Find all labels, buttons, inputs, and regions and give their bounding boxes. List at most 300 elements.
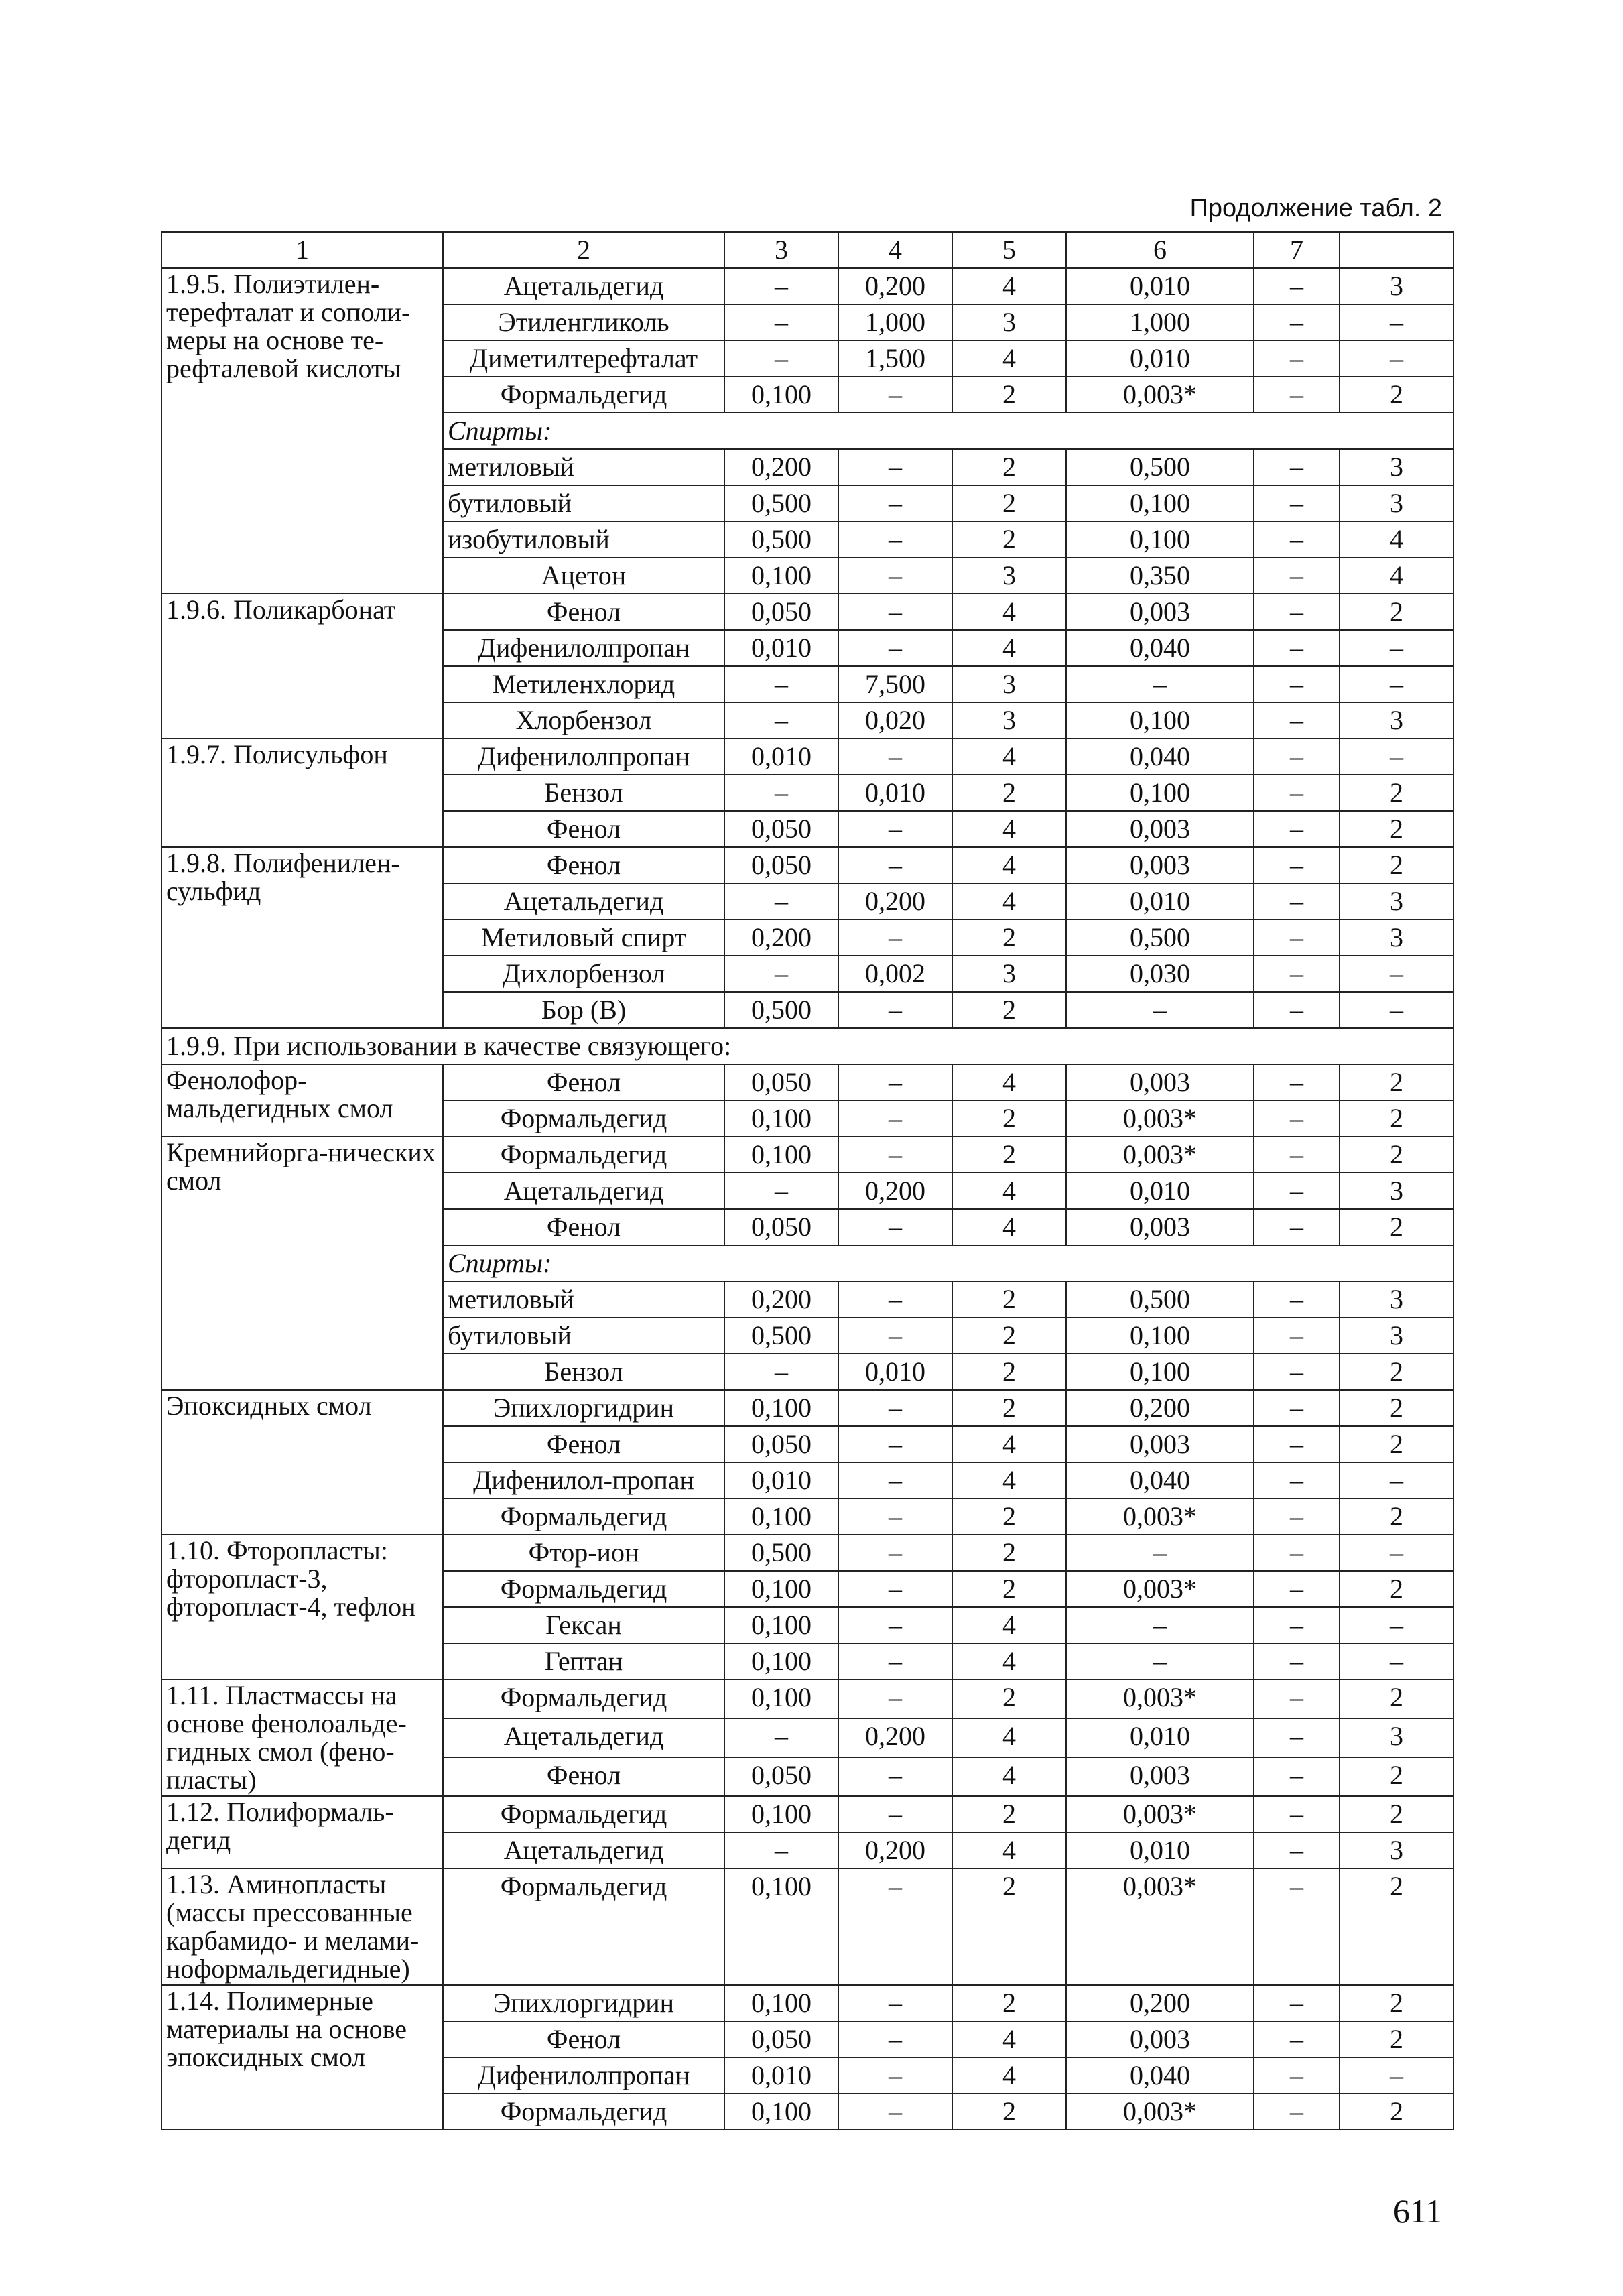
value-cell: – [838, 1796, 952, 1832]
value-cell: – [838, 1535, 952, 1571]
value-cell: – [1254, 1757, 1340, 1796]
value-cell: 0,040 [1066, 739, 1254, 775]
value-cell: – [1340, 304, 1453, 340]
value-cell: – [1254, 1796, 1340, 1832]
substance-cell: Фтор-ион [443, 1535, 724, 1571]
value-cell: 0,100 [724, 1985, 838, 2021]
value-cell: 0,040 [1066, 2057, 1254, 2094]
value-cell: 0,200 [724, 919, 838, 956]
value-cell: – [838, 811, 952, 847]
value-cell: 4 [952, 1173, 1066, 1209]
value-cell: – [1066, 1607, 1254, 1643]
value-cell: – [724, 883, 838, 919]
value-cell: 4 [952, 1757, 1066, 1796]
value-cell: 3 [1340, 1281, 1453, 1318]
value-cell: – [1066, 666, 1254, 702]
substance-cell: Бор (В) [443, 992, 724, 1028]
value-cell: – [1254, 1535, 1340, 1571]
value-cell: – [1254, 1137, 1340, 1173]
material-cell: Эпоксидных смол [161, 1390, 443, 1535]
value-cell: – [1254, 449, 1340, 485]
value-cell: 0,200 [838, 883, 952, 919]
material-cell: Фенолофор-мальдегидных смол [161, 1064, 443, 1137]
value-cell: – [838, 1607, 952, 1643]
value-cell: – [838, 1281, 952, 1318]
value-cell: 0,003 [1066, 811, 1254, 847]
value-cell: – [1254, 883, 1340, 919]
value-cell: 4 [952, 847, 1066, 883]
value-cell: 0,003* [1066, 1100, 1254, 1137]
value-cell: – [1254, 304, 1340, 340]
value-cell: – [1254, 1679, 1340, 1718]
table-row [161, 1390, 1453, 1426]
value-cell: 2 [1340, 377, 1453, 413]
value-cell: – [838, 1985, 952, 2021]
value-cell: 0,030 [1066, 956, 1254, 992]
value-cell: – [1254, 775, 1340, 811]
value-cell: 0,500 [1066, 449, 1254, 485]
substance-cell: изобутиловый [443, 521, 724, 558]
value-cell: – [838, 1209, 952, 1245]
table-row [161, 268, 1453, 304]
substance-cell: Фенол [443, 1426, 724, 1462]
value-cell: 0,003* [1066, 1679, 1254, 1718]
value-cell: – [1254, 485, 1340, 521]
value-cell: 1,500 [838, 340, 952, 377]
value-cell: – [838, 594, 952, 630]
page-number: 611 [1392, 2192, 1442, 2230]
value-cell: 0,003* [1066, 1868, 1254, 1985]
substance-cell: Хлорбензол [443, 702, 724, 739]
value-cell: – [1340, 1462, 1453, 1498]
value-cell: – [724, 1832, 838, 1868]
value-cell: 3 [1340, 883, 1453, 919]
value-cell: – [1254, 340, 1340, 377]
value-cell: 0,100 [1066, 521, 1254, 558]
value-cell: – [1254, 521, 1340, 558]
value-cell: 0,200 [838, 1718, 952, 1757]
value-cell: 4 [952, 1718, 1066, 1757]
value-cell: 2 [952, 1679, 1066, 1718]
value-cell: – [838, 2094, 952, 2130]
value-cell: 4 [952, 1426, 1066, 1462]
substance-cell: Фенол [443, 2021, 724, 2057]
value-cell: 0,050 [724, 1426, 838, 1462]
value-cell: – [724, 340, 838, 377]
substance-cell: метиловый [443, 449, 724, 485]
value-cell: – [1254, 811, 1340, 847]
value-cell: – [1254, 1643, 1340, 1679]
value-cell: 4 [952, 1607, 1066, 1643]
value-cell: 0,003 [1066, 1757, 1254, 1796]
value-cell: – [838, 919, 952, 956]
value-cell: – [838, 1462, 952, 1498]
value-cell: 0,010 [838, 775, 952, 811]
material-cell: 1.9.7. Полисульфон [161, 739, 443, 847]
value-cell: 0,010 [724, 739, 838, 775]
value-cell: – [1254, 268, 1340, 304]
substance-cell: Фенол [443, 1209, 724, 1245]
value-cell: 2 [952, 521, 1066, 558]
value-cell: – [1340, 1535, 1453, 1571]
substance-cell: Дифенилол-пропан [443, 1462, 724, 1498]
value-cell: 4 [952, 1643, 1066, 1679]
value-cell: 0,100 [724, 2094, 838, 2130]
substance-cell: Метиленхлорид [443, 666, 724, 702]
value-cell: 0,500 [724, 521, 838, 558]
value-cell: 2 [952, 1354, 1066, 1390]
value-cell: – [838, 2057, 952, 2094]
value-cell: 0,100 [724, 1100, 838, 1137]
value-cell: 4 [952, 2021, 1066, 2057]
value-cell: – [724, 666, 838, 702]
section-label: 1.9.9. При использовании в качестве связующего: [161, 1028, 1453, 1064]
value-cell: 4 [952, 1064, 1066, 1100]
value-cell: 3 [1340, 1318, 1453, 1354]
value-cell: 3 [1340, 919, 1453, 956]
value-cell: – [1340, 666, 1453, 702]
value-cell: 2 [952, 1100, 1066, 1137]
value-cell: 3 [1340, 449, 1453, 485]
value-cell: – [1254, 1571, 1340, 1607]
value-cell: – [1254, 956, 1340, 992]
table-caption: Продолжение табл. 2 [1189, 194, 1442, 222]
value-cell: 0,020 [838, 702, 952, 739]
value-cell: – [838, 1498, 952, 1535]
value-cell: 0,100 [724, 1390, 838, 1426]
substance-cell: Этиленгликоль [443, 304, 724, 340]
table-row [161, 1064, 1453, 1100]
value-cell: 0,100 [724, 1571, 838, 1607]
value-cell: 0,100 [1066, 702, 1254, 739]
substance-cell: Фенол [443, 1064, 724, 1100]
value-cell: 0,010 [1066, 268, 1254, 304]
value-cell: 0,003 [1066, 2021, 1254, 2057]
value-cell: 2 [1340, 1137, 1453, 1173]
value-cell: – [1254, 1498, 1340, 1535]
substance-cell: Ацетальдегид [443, 1173, 724, 1209]
value-cell: – [1254, 1607, 1340, 1643]
value-cell: – [1340, 2057, 1453, 2094]
value-cell: – [838, 1571, 952, 1607]
value-cell: 2 [1340, 1064, 1453, 1100]
header-cell: 4 [838, 232, 952, 268]
hygiene-table [161, 231, 1454, 2130]
value-cell: – [1254, 1354, 1340, 1390]
value-cell: 0,010 [724, 2057, 838, 2094]
value-cell: – [838, 1137, 952, 1173]
value-cell: 0,100 [1066, 485, 1254, 521]
header-cell: 6 [1066, 232, 1254, 268]
substance-cell: Фенол [443, 594, 724, 630]
value-cell: 0,200 [838, 1173, 952, 1209]
value-cell: – [1066, 1535, 1254, 1571]
table-row [161, 594, 1453, 630]
material-cell: 1.14. Полимерные материалы на основе эпоксидных смол [161, 1985, 443, 2130]
value-cell: 3 [1340, 485, 1453, 521]
value-cell: 0,050 [724, 1064, 838, 1100]
value-cell: – [838, 1390, 952, 1426]
material-cell: 1.9.8. Полифенилен-сульфид [161, 847, 443, 1028]
material-cell: 1.9.5. Полиэтилен-терефталат и сополи-меры на основе те-рефталевой кислоты [161, 268, 443, 594]
value-cell: 0,100 [724, 377, 838, 413]
value-cell: 2 [1340, 2021, 1453, 2057]
value-cell: 0,003 [1066, 1426, 1254, 1462]
value-cell: 3 [952, 666, 1066, 702]
value-cell: 2 [952, 1498, 1066, 1535]
value-cell: 0,050 [724, 594, 838, 630]
value-cell: 2 [1340, 1796, 1453, 1832]
value-cell: 0,010 [838, 1354, 952, 1390]
substance-cell: Фенол [443, 811, 724, 847]
subheader-cell: Спирты: [443, 413, 1453, 449]
value-cell: 0,500 [724, 992, 838, 1028]
value-cell: 2 [1340, 1571, 1453, 1607]
value-cell: – [1254, 1868, 1340, 1985]
value-cell: – [1340, 739, 1453, 775]
substance-cell: Формальдегид [443, 1498, 724, 1535]
value-cell: – [1254, 1281, 1340, 1318]
value-cell: 4 [952, 2057, 1066, 2094]
value-cell: 2 [1340, 775, 1453, 811]
value-cell: – [1254, 1985, 1340, 2021]
value-cell: – [1254, 2057, 1340, 2094]
value-cell: 0,040 [1066, 1462, 1254, 1498]
value-cell: – [1340, 1643, 1453, 1679]
material-cell: Кремнийорга-нических смол [161, 1137, 443, 1390]
value-cell: – [838, 1757, 952, 1796]
value-cell: 0,200 [724, 1281, 838, 1318]
value-cell: – [1254, 558, 1340, 594]
substance-cell: Дифенилолпропан [443, 739, 724, 775]
value-cell: 0,100 [724, 558, 838, 594]
substance-cell: Фенол [443, 1757, 724, 1796]
value-cell: 2 [952, 919, 1066, 956]
value-cell: 2 [952, 1796, 1066, 1832]
value-cell: 0,100 [724, 1796, 838, 1832]
value-cell: 2 [1340, 1679, 1453, 1718]
substance-cell: метиловый [443, 1281, 724, 1318]
value-cell: – [1254, 1209, 1340, 1245]
value-cell: – [838, 1679, 952, 1718]
table-row [161, 847, 1453, 883]
value-cell: – [724, 1173, 838, 1209]
substance-cell: Формальдегид [443, 1100, 724, 1137]
header-cell: 1 [161, 232, 443, 268]
value-cell: – [1254, 1064, 1340, 1100]
value-cell: – [838, 2021, 952, 2057]
value-cell: 4 [952, 739, 1066, 775]
substance-cell: Метиловый спирт [443, 919, 724, 956]
value-cell: – [1254, 1462, 1340, 1498]
substance-cell: Ацетальдегид [443, 268, 724, 304]
value-cell: – [838, 1643, 952, 1679]
value-cell: 2 [952, 1535, 1066, 1571]
value-cell: 2 [952, 449, 1066, 485]
value-cell: – [1254, 1718, 1340, 1757]
value-cell: 2 [952, 1390, 1066, 1426]
value-cell: – [1340, 340, 1453, 377]
value-cell: 3 [952, 558, 1066, 594]
value-cell: 0,200 [838, 1832, 952, 1868]
value-cell: 0,003 [1066, 847, 1254, 883]
value-cell: 2 [952, 1318, 1066, 1354]
value-cell: 2 [952, 992, 1066, 1028]
value-cell: – [838, 521, 952, 558]
value-cell: – [724, 304, 838, 340]
value-cell: 4 [1340, 521, 1453, 558]
value-cell: 2 [1340, 1390, 1453, 1426]
value-cell: 0,050 [724, 847, 838, 883]
value-cell: 0,100 [1066, 775, 1254, 811]
value-cell: – [724, 702, 838, 739]
value-cell: – [838, 1064, 952, 1100]
value-cell: – [838, 1868, 952, 1985]
substance-cell: Дифенилолпропан [443, 630, 724, 666]
value-cell: 7,500 [838, 666, 952, 702]
table-row [161, 1137, 1453, 1173]
value-cell: 2 [1340, 1498, 1453, 1535]
value-cell: 2 [1340, 1757, 1453, 1796]
value-cell: 2 [952, 377, 1066, 413]
value-cell: 0,100 [724, 1868, 838, 1985]
substance-cell: Формальдегид [443, 377, 724, 413]
header-cell: 3 [724, 232, 838, 268]
value-cell: – [1254, 1100, 1340, 1137]
value-cell: 3 [1340, 702, 1453, 739]
value-cell: 0,010 [724, 630, 838, 666]
value-cell: 0,040 [1066, 630, 1254, 666]
value-cell: – [724, 1354, 838, 1390]
value-cell: – [1254, 702, 1340, 739]
value-cell: – [1254, 377, 1340, 413]
header-cell: 7 [1254, 232, 1340, 268]
value-cell: – [838, 449, 952, 485]
table-row [161, 1535, 1453, 1571]
header-cell: 2 [443, 232, 724, 268]
value-cell: 2 [952, 1281, 1066, 1318]
table-row [161, 1796, 1453, 1832]
value-cell: – [1254, 919, 1340, 956]
substance-cell: Формальдегид [443, 1137, 724, 1173]
value-cell: 4 [952, 630, 1066, 666]
material-cell: 1.9.6. Поликарбонат [161, 594, 443, 739]
value-cell: – [1340, 1607, 1453, 1643]
value-cell: – [724, 1718, 838, 1757]
value-cell: 0,003 [1066, 1209, 1254, 1245]
value-cell: 2 [952, 485, 1066, 521]
value-cell: – [1254, 1832, 1340, 1868]
value-cell: – [838, 1100, 952, 1137]
value-cell: 0,010 [1066, 1832, 1254, 1868]
value-cell: 0,010 [1066, 1718, 1254, 1757]
value-cell: 0,500 [724, 1535, 838, 1571]
value-cell: – [1066, 992, 1254, 1028]
value-cell: – [838, 847, 952, 883]
substance-cell: Дифенилолпропан [443, 2057, 724, 2094]
value-cell: – [1254, 666, 1340, 702]
value-cell: 2 [952, 1985, 1066, 2021]
value-cell: 0,050 [724, 1209, 838, 1245]
value-cell: 4 [952, 883, 1066, 919]
table-row [161, 739, 1453, 775]
value-cell: 2 [952, 1571, 1066, 1607]
value-cell: 0,010 [1066, 1173, 1254, 1209]
value-cell: 0,050 [724, 811, 838, 847]
value-cell: 2 [952, 2094, 1066, 2130]
substance-cell: Дихлорбензол [443, 956, 724, 992]
value-cell: 2 [952, 1868, 1066, 1985]
substance-cell: Формальдегид [443, 1571, 724, 1607]
header-row [161, 232, 1453, 268]
table-body [161, 232, 1453, 2130]
material-cell: 1.12. Полиформаль-дегид [161, 1796, 443, 1868]
value-cell: 0,500 [724, 1318, 838, 1354]
value-cell: – [1340, 630, 1453, 666]
value-cell: – [838, 630, 952, 666]
value-cell: – [838, 558, 952, 594]
value-cell: – [1254, 594, 1340, 630]
value-cell: 4 [952, 594, 1066, 630]
value-cell: 4 [952, 1209, 1066, 1245]
value-cell: – [838, 377, 952, 413]
header-cell [1340, 232, 1453, 268]
value-cell: 0,500 [724, 485, 838, 521]
value-cell: 2 [952, 1137, 1066, 1173]
material-cell: 1.13. Аминопласты (массы прессованные карбамидо- и мелами-ноформальдегидные) [161, 1868, 443, 1985]
value-cell: 0,003 [1066, 1064, 1254, 1100]
value-cell: 2 [1340, 847, 1453, 883]
value-cell: 3 [1340, 1832, 1453, 1868]
substance-cell: Эпихлоргидрин [443, 1985, 724, 2021]
substance-cell: бутиловый [443, 1318, 724, 1354]
value-cell: 3 [1340, 268, 1453, 304]
value-cell: 2 [1340, 1868, 1453, 1985]
value-cell: 0,100 [724, 1679, 838, 1718]
value-cell: 1,000 [838, 304, 952, 340]
value-cell: 3 [952, 304, 1066, 340]
value-cell: 2 [1340, 2094, 1453, 2130]
value-cell: 0,010 [724, 1462, 838, 1498]
header-cell: 5 [952, 232, 1066, 268]
value-cell: 0,002 [838, 956, 952, 992]
value-cell: – [1254, 1390, 1340, 1426]
substance-cell: Формальдегид [443, 2094, 724, 2130]
substance-cell: Бензол [443, 775, 724, 811]
substance-cell: Бензол [443, 1354, 724, 1390]
substance-cell: Ацетальдегид [443, 883, 724, 919]
value-cell: 3 [1340, 1718, 1453, 1757]
material-cell: 1.11. Пластмассы на основе фенолоальде-гидных смол (фено-пласты) [161, 1679, 443, 1796]
value-cell: 0,350 [1066, 558, 1254, 594]
substance-cell: Эпихлоргидрин [443, 1390, 724, 1426]
value-cell: 1,000 [1066, 304, 1254, 340]
substance-cell: бутиловый [443, 485, 724, 521]
value-cell: 4 [952, 1462, 1066, 1498]
value-cell: – [838, 1318, 952, 1354]
value-cell: 0,100 [1066, 1354, 1254, 1390]
section-row [161, 1028, 1453, 1064]
value-cell: – [724, 775, 838, 811]
value-cell: 0,003* [1066, 377, 1254, 413]
value-cell: 3 [952, 702, 1066, 739]
value-cell: – [838, 1426, 952, 1462]
value-cell: – [1254, 1173, 1340, 1209]
value-cell: 0,200 [1066, 1390, 1254, 1426]
substance-cell: Формальдегид [443, 1679, 724, 1718]
value-cell: 4 [1340, 558, 1453, 594]
value-cell: – [838, 739, 952, 775]
